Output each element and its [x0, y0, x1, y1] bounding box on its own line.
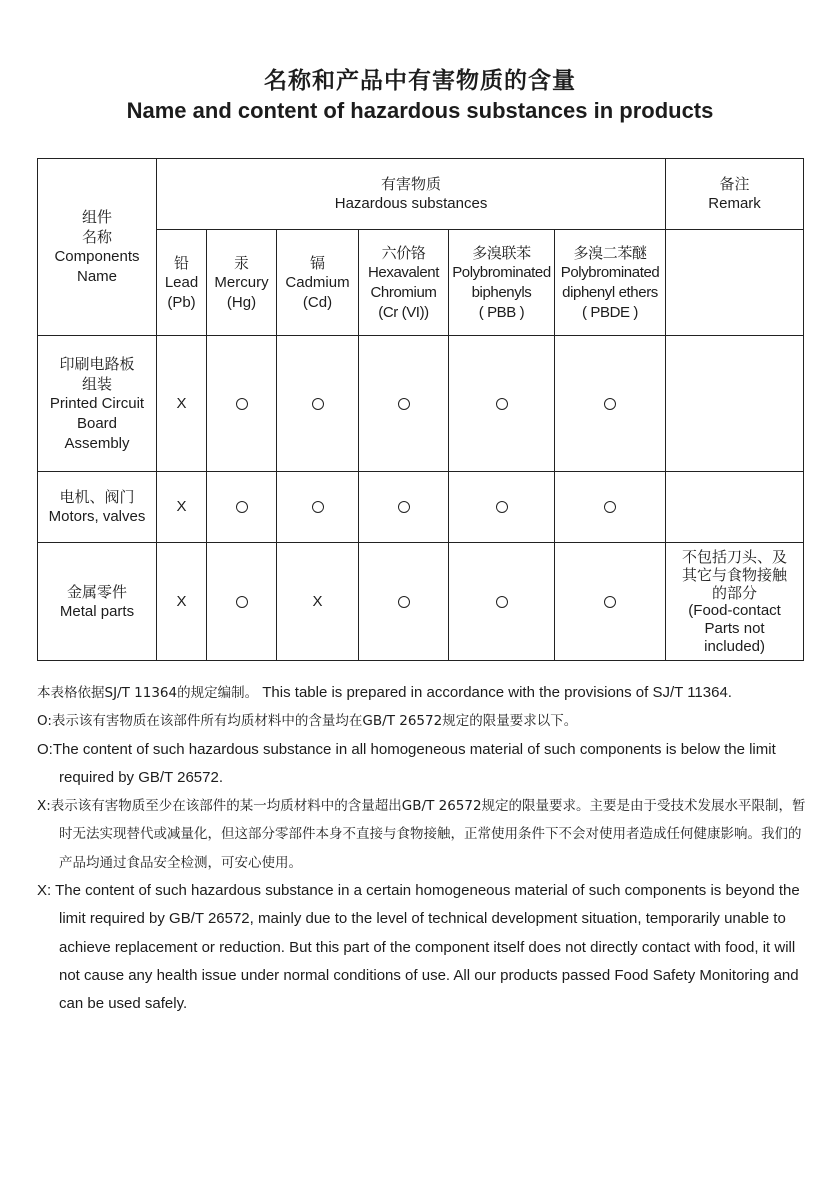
mark-cell	[449, 472, 555, 543]
mark-cell	[207, 472, 277, 543]
circle-mark	[312, 501, 324, 513]
remark-cell	[666, 336, 804, 472]
note-o-english: O:The content of such hazardous substance in all homogeneous material of such components is below the limit required by GB/T 26572.	[37, 740, 776, 786]
components-header: 组件 名称 Components Name	[38, 159, 157, 336]
mark-cell	[207, 336, 277, 472]
note-x-chinese: X:表示该有害物质至少在该部件的某一均质材料中的含量超出GB/T 26572规定的限量要求。主要是由于受技术发展水平限制，暂时无法实现替代或减量化，但这部分零部件本身不直接与食物接触，正常使用条件下不会对使用者造成任何健康影响。我们的产品均通过食品安全检测，可安心使用。	[37, 798, 806, 871]
row-name-pcb-assembly: 印刷电路板 组装 Printed Circuit Board Assembly	[38, 336, 157, 472]
mark-cell	[555, 472, 666, 543]
circle-mark	[398, 501, 410, 513]
substance-lead: 铅 Lead (Pb)	[157, 230, 207, 336]
x-mark: X	[312, 592, 323, 610]
note-standard: 本表格依据SJ/T 11364的规定编制。 This table is prepared in accordance with the provisions of SJ/T 11364.	[37, 684, 732, 701]
mark-cell	[555, 336, 666, 472]
circle-mark	[604, 596, 616, 608]
mark-cell	[449, 543, 555, 661]
title-chinese: 名称和产品中有害物质的含量	[264, 68, 576, 94]
mark-cell	[157, 472, 207, 543]
circle-mark	[604, 501, 616, 513]
substance-cadmium: 镉 Cadmium (Cd)	[277, 230, 359, 336]
mark-cell	[277, 336, 359, 472]
mark-cell	[207, 543, 277, 661]
x-mark: X	[176, 498, 187, 515]
x-mark: X	[176, 592, 187, 610]
mark-cell	[277, 472, 359, 543]
circle-mark	[604, 398, 616, 410]
mark-cell	[449, 336, 555, 472]
substance-pbb: 多溴联苯 Polybrominated biphenyls ( PBB )	[449, 230, 555, 336]
circle-mark	[398, 596, 410, 608]
mark-cell	[157, 543, 207, 661]
circle-mark	[236, 501, 248, 513]
mark-cell	[359, 543, 449, 661]
circle-mark	[236, 398, 248, 410]
note-o-chinese: O:表示该有害物质在该部件所有均质材料中的含量均在GB/T 26572规定的限量要求以下。	[37, 713, 578, 730]
circle-mark	[398, 398, 410, 410]
remark-header: 备注 Remark	[666, 159, 804, 230]
remark-blank-cell	[666, 230, 804, 336]
row-name-motors-valves: 电机、阀门 Motors, valves	[38, 472, 157, 543]
mark-cell	[359, 472, 449, 543]
mark-cell	[359, 336, 449, 472]
circle-mark	[496, 596, 508, 608]
substance-hexavalent-chromium: 六价铬 Hexavalent Chromium (Cr (VI))	[359, 230, 449, 336]
title-english: Name and content of hazardous substances in products	[126, 98, 714, 123]
mark-cell	[277, 543, 359, 661]
table-row	[38, 336, 804, 472]
row-name-metal-parts: 金属零件 Metal parts	[38, 543, 157, 661]
mark-cell	[555, 543, 666, 661]
note-x-english: X: The content of such hazardous substance in a certain homogeneous material of such components is beyond the limit required by GB/T 26572, mainly due to the level of technical development situation, temporarily unable to achieve replacement or reduction. But this part of the component itself does not directly contact with food, it will not cause any health issue under normal conditions of use. All our products passed Food Safety Monitoring and can be used safely.	[37, 882, 800, 1013]
table-row	[38, 543, 804, 661]
substance-pbde: 多溴二苯醚 Polybrominated diphenyl ethers ( PBDE )	[555, 230, 666, 336]
table-row	[38, 472, 804, 543]
hazardous-substances-table	[37, 158, 804, 661]
circle-mark	[236, 596, 248, 608]
mark-cell	[157, 336, 207, 472]
remark-food-contact: 不包括刀头、及 其它与食物接触 的部分 (Food-contact Parts not included)	[666, 543, 804, 661]
notes-section	[37, 679, 807, 1019]
circle-mark	[312, 398, 324, 410]
circle-mark	[496, 398, 508, 410]
x-mark: X	[176, 394, 187, 412]
substance-mercury: 汞 Mercury (Hg)	[207, 230, 277, 336]
remark-cell	[666, 472, 804, 543]
circle-mark	[496, 501, 508, 513]
hazardous-substances-header: 有害物质 Hazardous substances	[157, 159, 666, 230]
